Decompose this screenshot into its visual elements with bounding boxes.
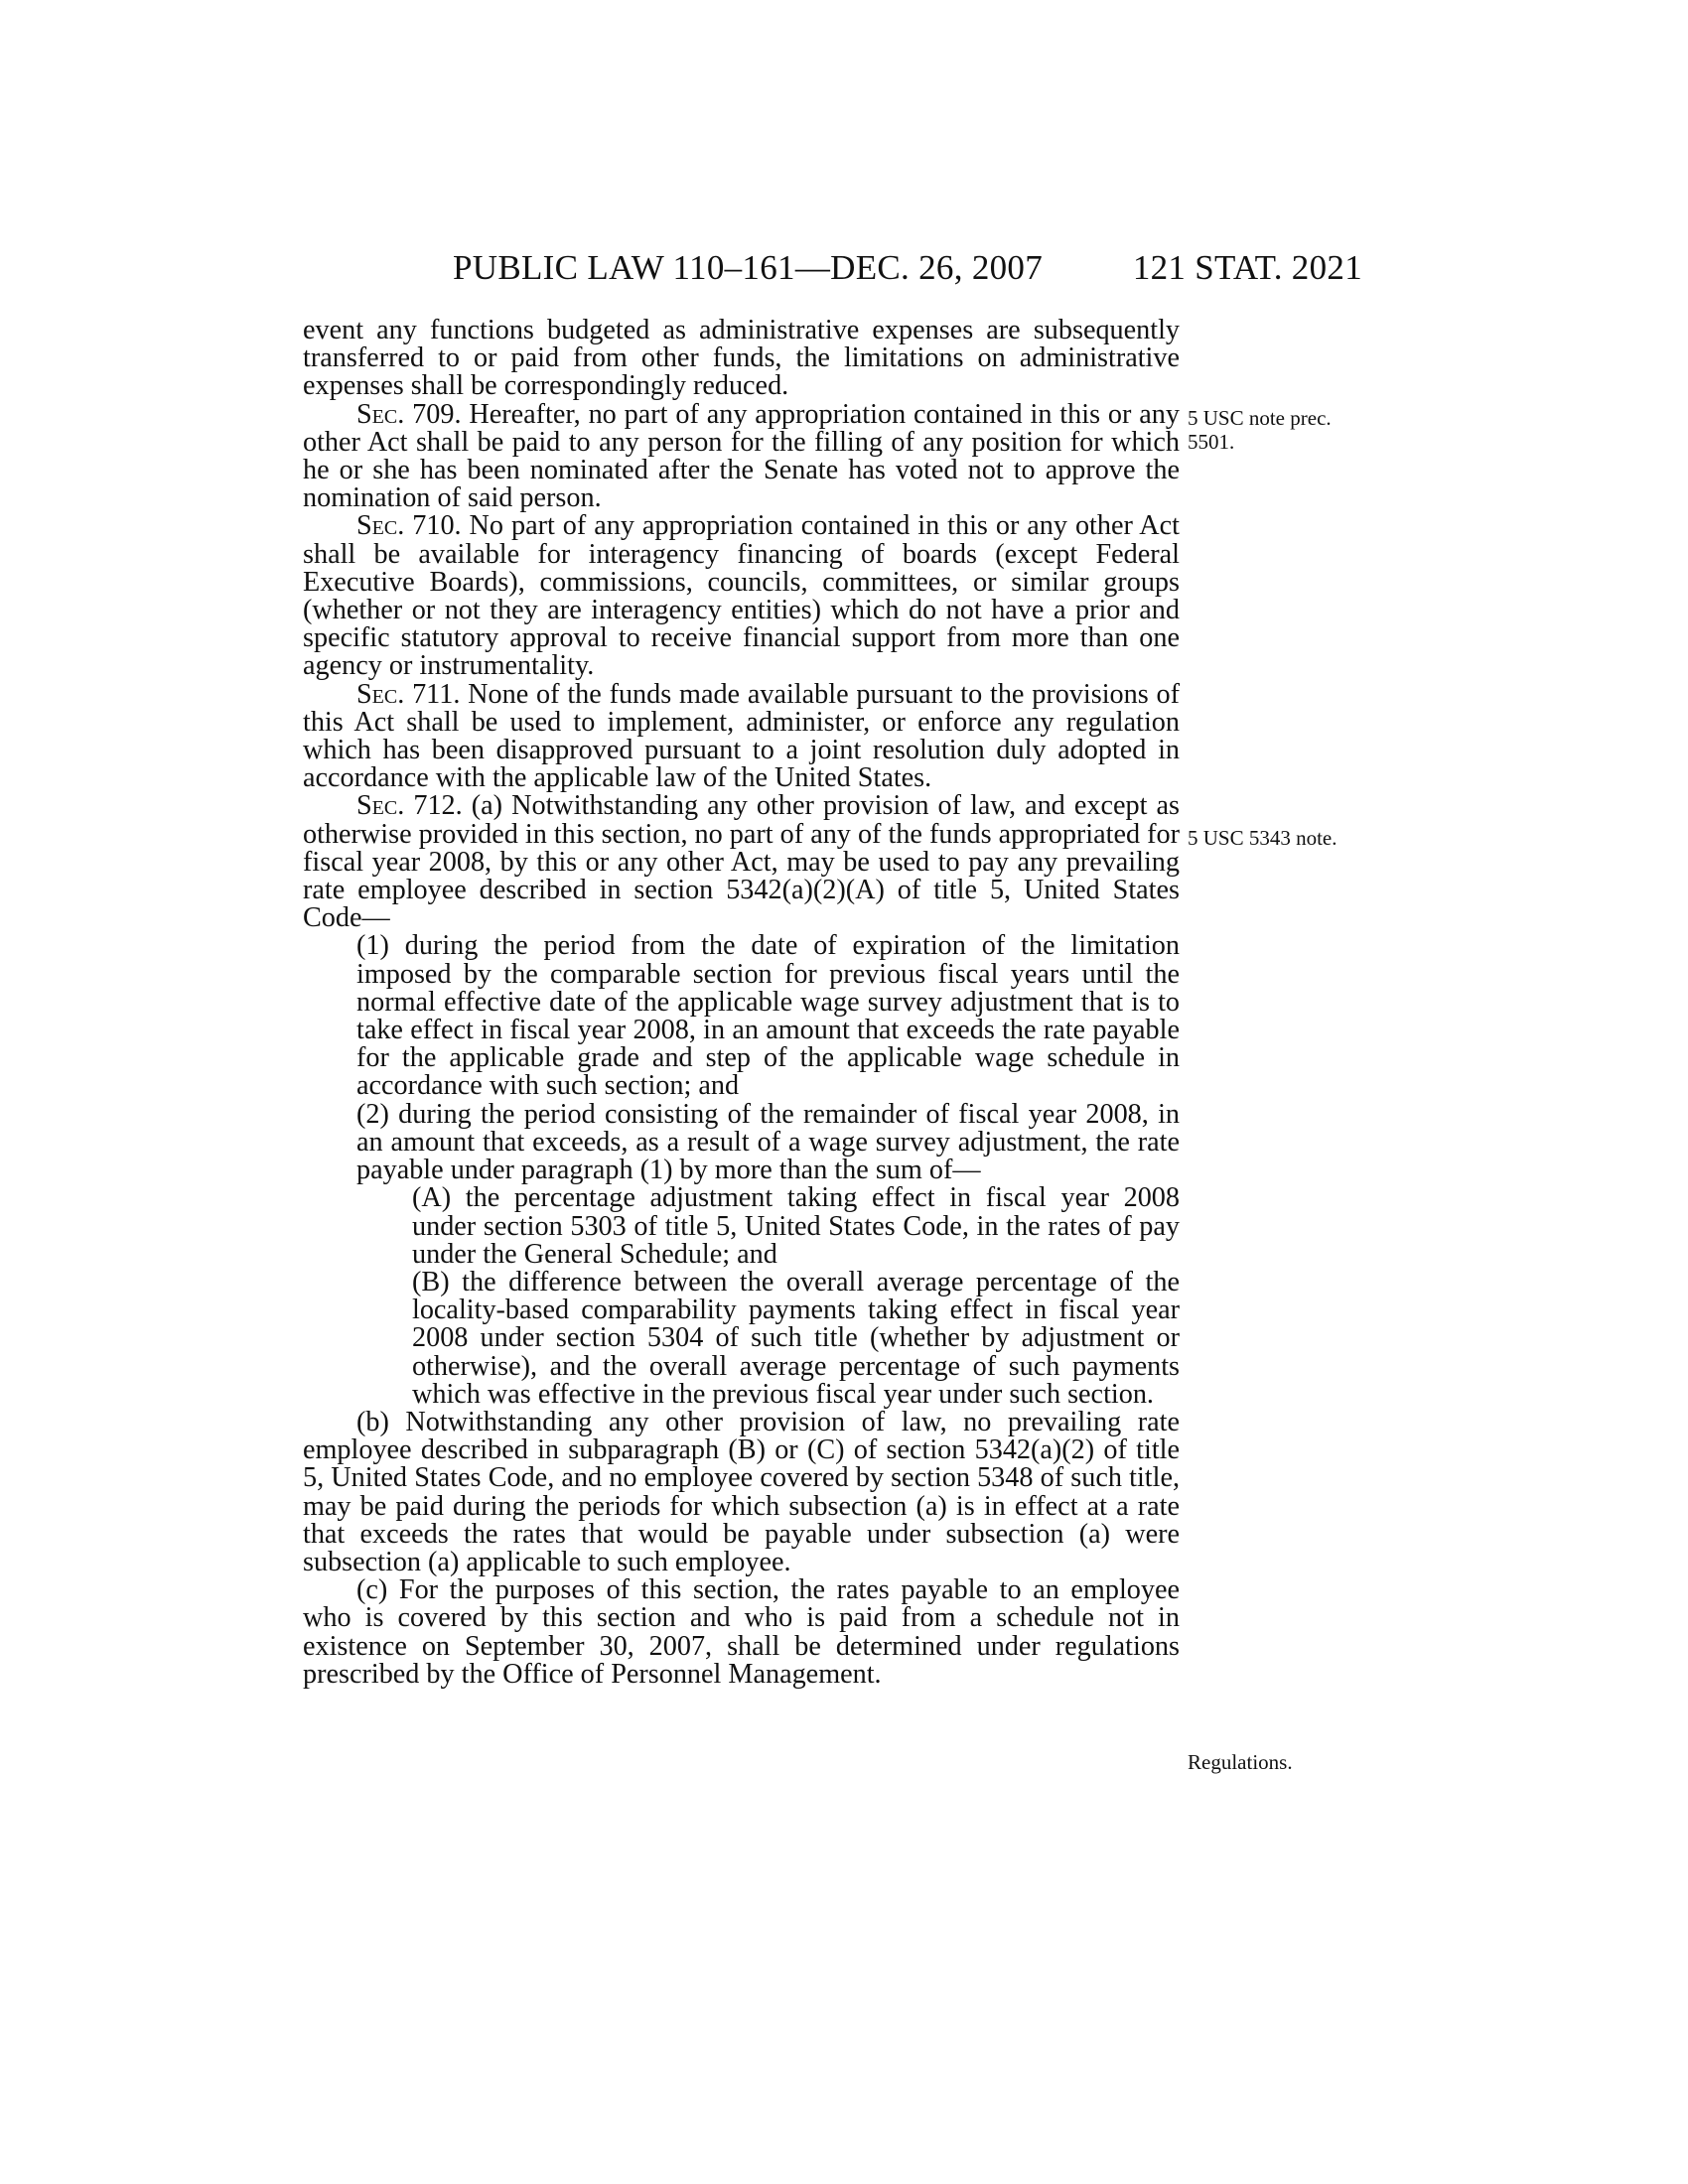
- section-711: [303, 678, 1180, 794]
- subparagraph-a2B: (B) the difference between the overall average percentage of the locality-based comparability payments taking effect in fiscal year 2008 under section 5304 of such title (whether by adjustment or otherwise), and the overall average percentage of such payments which was effective in the previous fiscal year under such section.: [412, 1266, 1180, 1410]
- running-header-page-number: 121 STAT. 2021: [1132, 248, 1362, 287]
- subsection-b: (b) Notwithstanding any other provision of law, no prevailing rate employee described in subparagraph (B) or (C) of section 5342(a)(2) of title 5, United States Code, and no employee covered by section 5348 of such title, may be paid during the periods for which subsection (a) is in effect at a rate that exceeds the rates that would be payable under subsection (a) were subsection (a) applicable to such employee.: [303, 1406, 1180, 1577]
- margin-note-regulations: Regulations.: [1188, 1750, 1293, 1774]
- margin-note-sec709: [1188, 406, 1332, 454]
- running-header-title: PUBLIC LAW 110–161—DEC. 26, 2007: [453, 248, 1044, 287]
- margin-note-sec712: 5 USC 5343 note.: [1188, 826, 1337, 850]
- paragraph-a2: (2) during the period consisting of the remainder of fiscal year 2008, in an amount that exceeds, as a result of a wage survey adjustment, the rate payable under paragraph (1) by more than the sum of—: [356, 1098, 1180, 1186]
- section-label: Sec: [356, 790, 398, 822]
- section-710-text: . 710. No part of any appropriation contained in this or any other Act shall be available for interagency financing of boards (except Federal Executive Boards), commissions, councils, committees, or similar groups (whether or not they are interagency entities) which do not have a prior and specific statutory approval to receive financial support from more than one agency or instrumentality.: [303, 510, 1180, 682]
- continued-paragraph: event any functions budgeted as administrative expenses are subsequently transferred to or paid from other funds, the limitations on administrative expenses shall be correspondingly reduced.: [303, 315, 1180, 402]
- section-709-text: . 709. Hereafter, no part of any appropriation contained in this or any other Act shall be paid to any person for the filling of any position for which he or she has been nominated after the Senate has voted not to approve the nomination of said person.: [303, 398, 1180, 514]
- subparagraph-a2A: (A) the percentage adjustment taking effect in fiscal year 2008 under section 5303 of title 5, United States Code, in the rates of pay under the General Schedule; and: [412, 1182, 1180, 1270]
- section-label: Sec: [356, 398, 398, 430]
- margin-note-sec709-line2: 5501.: [1188, 430, 1235, 454]
- section-712-text: . 712. (a) Notwithstanding any other provision of law, and except as otherwise provided in this section, no part of any of the funds appropriated for fiscal year 2008, by this or any other Act, may be used to pay any prevailing rate employee described in section 5342(a)(2)(A) of title 5, United States Code—: [303, 790, 1180, 934]
- section-709: [303, 398, 1180, 514]
- section-711-text: . 711. None of the funds made available pursuant to the provisions of this Act shall be used to implement, administer, or enforce any regulation which has been disapproved pursuant to a joint resolution duly adopted in accordance with the applicable law of the United States.: [303, 678, 1180, 794]
- section-label: Sec: [356, 510, 398, 542]
- section-710: [303, 512, 1180, 680]
- section-label: Sec: [356, 678, 398, 710]
- section-712: [303, 792, 1180, 932]
- paragraph-a1: (1) during the period from the date of expiration of the limitation imposed by the comparable section for previous fiscal years until the normal effective date of the applicable wage survey adjustment that is to take effect in fiscal year 2008, in an amount that exceeds the rate payable for the applicable grade and step of the applicable wage schedule in accordance with such section; and: [356, 930, 1180, 1102]
- subsection-c: (c) For the purposes of this section, the rates payable to an employee who is covered by this section and who is paid from a schedule not in existence on September 30, 2007, shall be determined under regulations prescribed by the Office of Personnel Management.: [303, 1574, 1180, 1690]
- margin-note-sec709-line1: 5 USC note prec.: [1188, 406, 1332, 430]
- main-text-column: [303, 317, 1180, 1689]
